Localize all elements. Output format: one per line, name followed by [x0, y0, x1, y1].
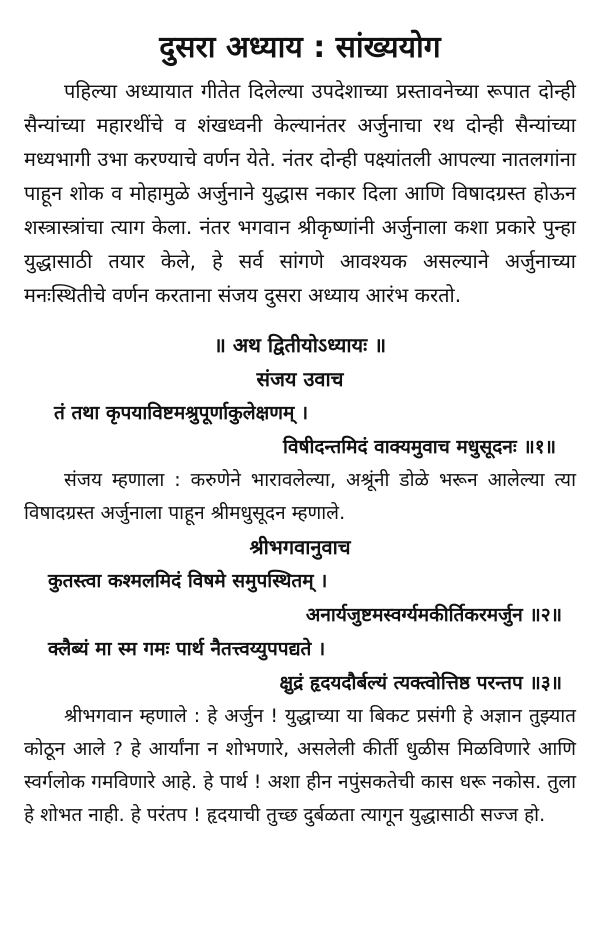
chapter-title: दुसरा अध्याय : सांख्ययोग [159, 30, 441, 65]
intro-paragraph: पहिल्या अध्यायात गीतेत दिलेल्या उपदेशाच्या प्रस्तावनेच्या रूपात दोन्ही सैन्यांच्या महारथींचे व शंखध्वनी केल्यानंतर अर्जुनाचा रथ दोन्ही सैन्यांच्या मध्यभागी उभा करण्याचे वर्णन येते. नंतर दोन्ही पक्ष्यांतली आपल्या नातलगांना पाहून शोक व मोहामुळे अर्जुनाने युद्धास नकार दिला आणि विषादग्रस्त होऊन शस्त्रास्त्रांचा त्याग केला. नंतर भगवान श्रीकृष्णांनी अर्जुनाला कशा प्रकारे पुन्हा युद्धासाठी तयार केले, हे सर्व सांगणे आवश्यक असल्याने अर्जुनाच्या मनःस्थितीचे वर्णन करताना संजय दुसरा अध्याय आरंभ करतो. [24, 79, 576, 307]
verse1-line1: तं तथा कृपयाविष्टमश्रुपूर्णाकुलेक्षणम् । [54, 402, 309, 424]
section-heading: ॥ अथ द्वितीयोऽध्यायः ॥ [213, 333, 387, 357]
verse1-translation: संजय म्हणाला : करुणेने भारावलेल्या, अश्रूंनी डोळे भरून आलेल्या त्या विषादग्रस्त अर्जुनाला पाहून श्रीमधुसूदन म्हणाले. [24, 469, 576, 524]
verse3-line2: क्षुद्रं हृदयदौर्बल्यं त्यक्त्वोत्तिष्ठ परन्तप ॥३॥ [279, 672, 562, 694]
verse2-line1: कुतस्त्वा कश्मलमिदं विषमे समुपस्थितम् । [48, 570, 328, 592]
verse2-speaker: श्रीभगवानुवाच [249, 535, 351, 559]
verse3-translation: श्रीभगवान म्हणाले : हे अर्जुन ! युद्धाच्या या बिकट प्रसंगी हे अज्ञान तुझ्यात कोठून आले ? हे आर्यांना न शोभणारे, असलेली कीर्ती धुळीस मिळविणारे आणि स्वर्गलोक गमविणारे आहे. हे पार्थ ! अशा हीन नपुंसकतेची कास धरू नकोस. तुला हे शोभत नाही. हे परंतप ! हृदयाची तुच्छ दुर्बळता त्यागून युद्धासाठी सज्ज हो. [24, 705, 576, 826]
verse1-line2: विषीदन्तमिदं वाक्यमुवाच मधुसूदनः ॥१॥ [283, 436, 556, 458]
verse1-speaker: संजय उवाच [256, 367, 344, 391]
verse2-line2: अनार्यजुष्टमस्वर्ग्यमकीर्तिकरमर्जुन ॥२॥ [305, 604, 562, 626]
verse3-line1: क्लैब्यं मा स्म गमः पार्थ नैतत्त्वय्युपपद्यते । [48, 638, 326, 660]
